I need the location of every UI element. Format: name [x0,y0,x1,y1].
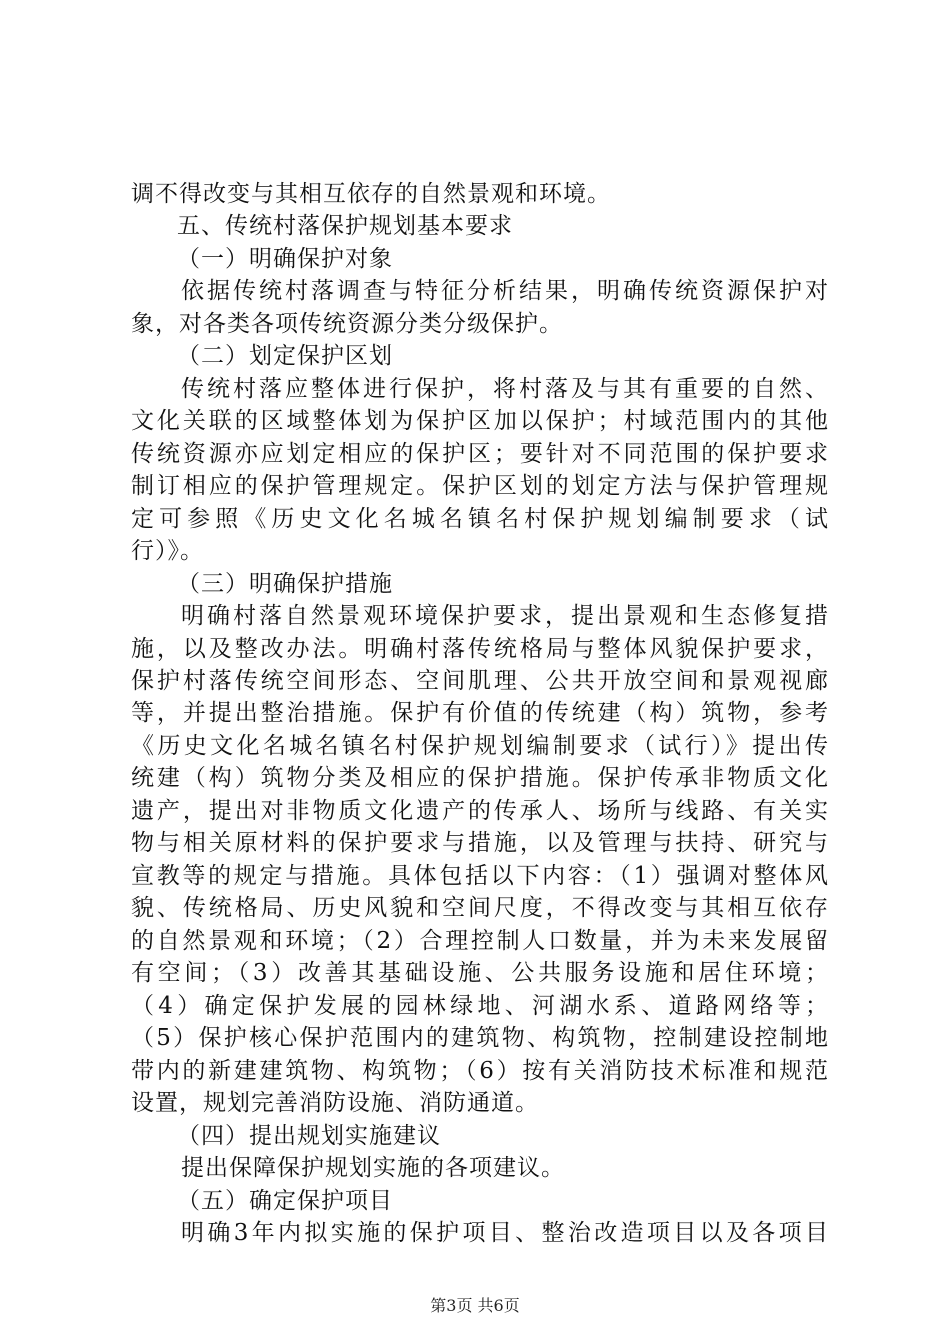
text-line: 明确村落自然景观环境保护要求，提出景观和生态修复措 [181,603,829,629]
section-heading: 五、传统村落保护规划基本要求 [177,213,513,239]
subsection-heading: （二）划定保护区划 [177,343,393,369]
subsection-heading: （四）提出规划实施建议 [177,1123,441,1149]
text-line: 制订相应的保护管理规定。保护区划的划定方法与保护管理规 [131,473,829,499]
text-line: 遗产，提出对非物质文化遗产的传承人、场所与线路、有关实 [131,798,829,824]
text-line: 《历史文化名城名镇名村保护规划编制要求（试行）》提出传 [131,733,829,759]
text-line: 宣教等的规定与措施。具体包括以下内容：（1）强调对整体风 [131,863,829,889]
text-line: 提出保障保护规划实施的各项建议。 [181,1155,565,1181]
text-line: 传统村落应整体进行保护，将村落及与其有重要的自然、 [181,376,829,402]
text-line: 施，以及整改办法。明确村落传统格局与整体风貌保护要求， [131,636,829,662]
text-line: 统建（构）筑物分类及相应的保护措施。保护传承非物质文化 [131,765,829,791]
text-line: 行）》。 [131,538,204,564]
page-footer: 第3页 共6页 [430,1296,520,1315]
text-line: 保护村落传统空间形态、空间肌理、公共开放空间和景观视廊 [131,668,829,694]
text-line: 明确3年内拟实施的保护项目、整治改造项目以及各项目 [181,1220,829,1246]
text-line: 等，并提出整治措施。保护有价值的传统建（构）筑物，参考 [131,700,829,726]
text-line: 设置，规划完善消防设施、消防通道。 [131,1090,539,1116]
text-line: 调不得改变与其相互依存的自然景观和环境。 [131,181,611,207]
text-line: 象，对各类各项传统资源分类分级保护。 [131,311,563,337]
subsection-heading: （五）确定保护项目 [177,1188,393,1214]
subsection-heading: （三）明确保护措施 [177,571,393,597]
text-line: 带内的新建建筑物、构筑物；（6）按有关消防技术标准和规范 [131,1058,829,1084]
text-line: 依据传统村落调查与特征分析结果，明确传统资源保护对 [181,278,829,304]
text-line: 传统资源亦应划定相应的保护区；要针对不同范围的保护要求 [131,441,829,467]
text-line: 定可参照《历史文化名城名镇名村保护规划编制要求（试 [131,506,829,532]
text-line: 有空间；（3）改善其基础设施、公共服务设施和居住环境； [131,960,829,986]
text-line: （5）保护核心保护范围内的建筑物、构筑物，控制建设控制地 [131,1025,829,1051]
subsection-heading: （一）明确保护对象 [177,246,393,272]
text-line: （4）确定保护发展的园林绿地、河湖水系、道路网络等； [131,993,829,1019]
text-line: 文化关联的区域整体划为保护区加以保护；村域范围内的其他 [131,408,829,434]
text-line: 貌、传统格局、历史风貌和空间尺度，不得改变与其相互依存 [131,895,829,921]
text-line: 物与相关原材料的保护要求与措施，以及管理与扶持、研究与 [131,830,829,856]
text-line: 的自然景观和环境；（2）合理控制人口数量，并为未来发展留 [131,928,829,954]
